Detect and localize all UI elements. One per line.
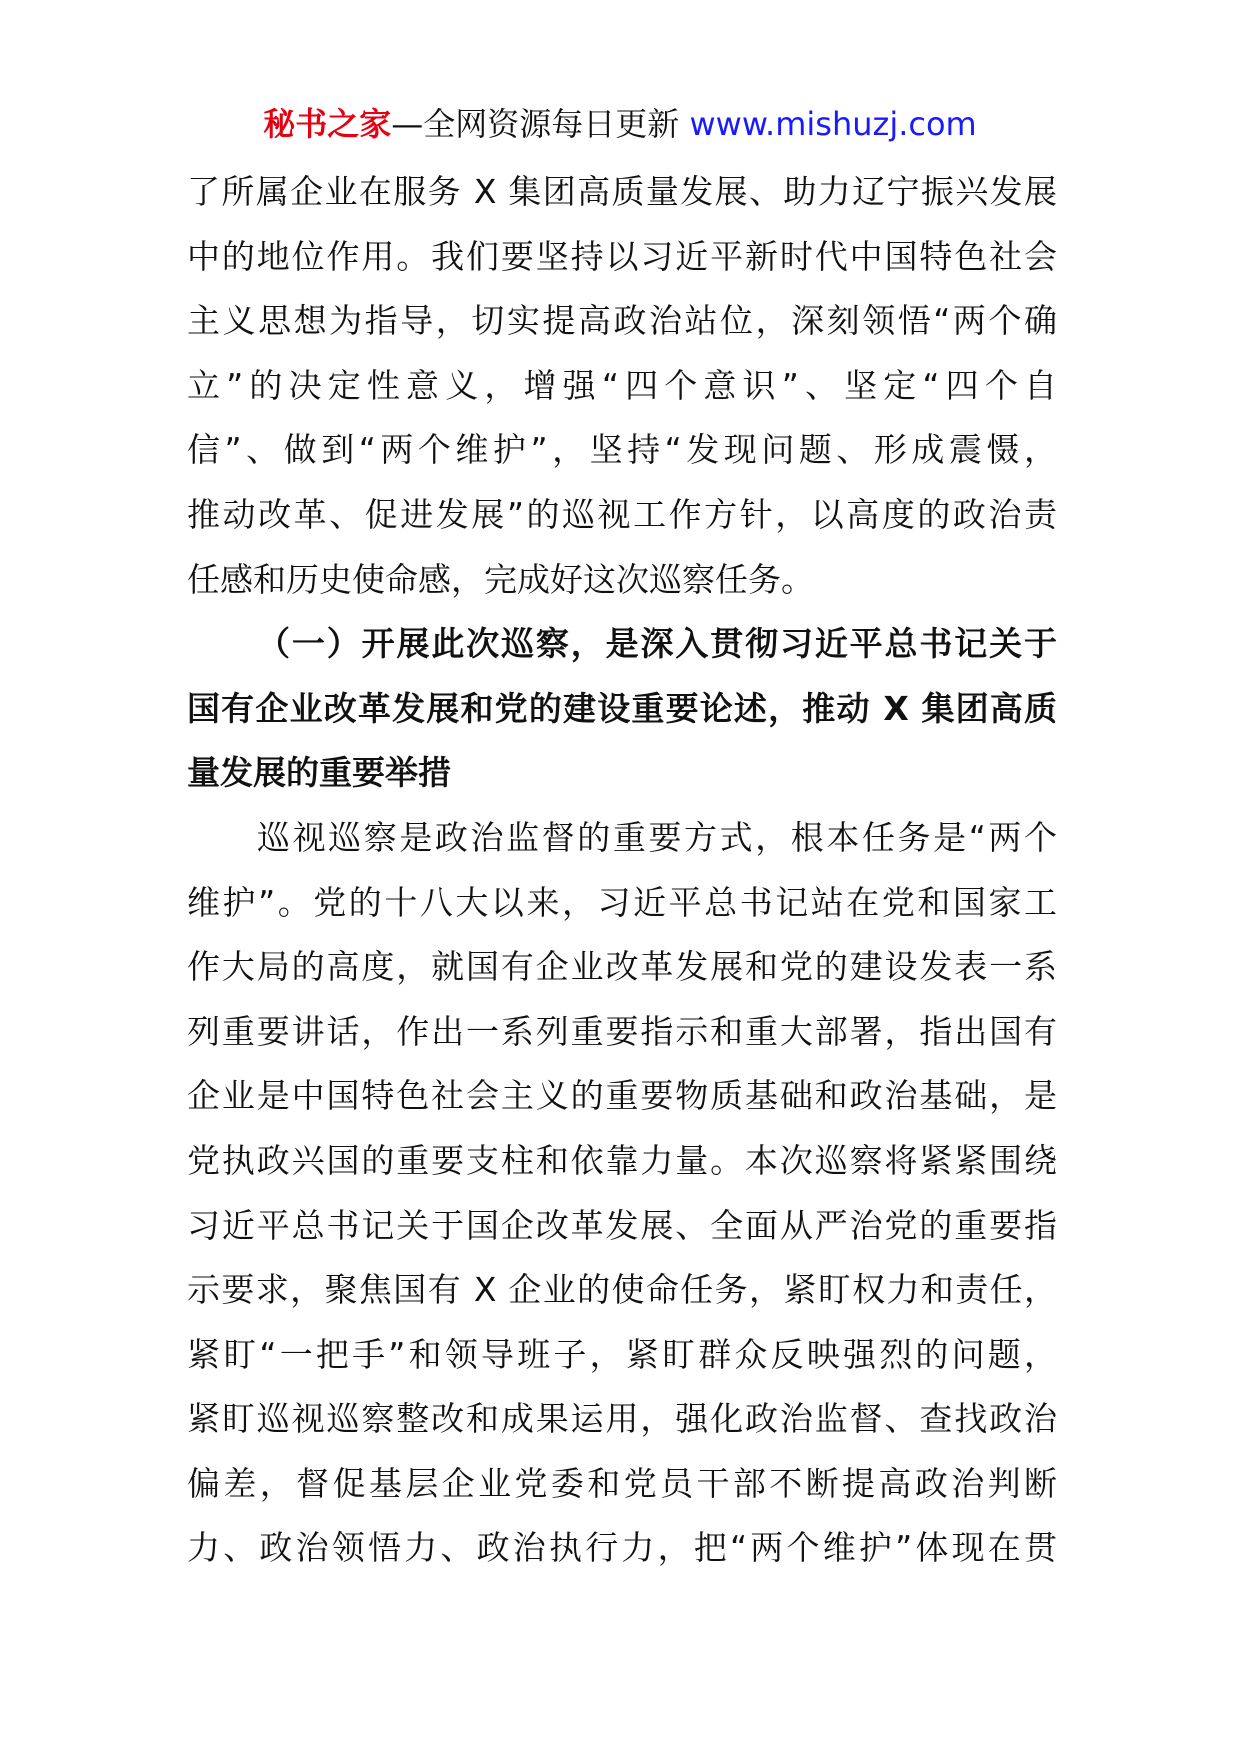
text-line: 巡视巡察是政治监督的重要方式，根本任务是“两个 [257,817,1057,857]
document-body [187,160,1057,1581]
text-line: 维护”。党的十八大以来，习近平总书记站在党和国家工 [187,882,1057,922]
text-line: 中的地位作用。我们要坚持以习近平新时代中国特色社会 [187,236,1057,276]
section-heading-1 [187,612,1057,806]
text-line: 紧盯“一把手”和领导班子，紧盯群众反映强烈的问题， [187,1334,1057,1374]
text-line: 信”、做到“两个维护”，坚持“发现问题、形成震慑， [187,430,1057,470]
heading-line: （一）开展此次巡察，是深入贯彻习近平总书记关于 [257,624,1057,664]
heading-line: 国有企业改革发展和党的建设重要论述，推动 X 集团高质 [187,688,1057,728]
brand-name: 秘书之家 [263,105,392,143]
text-line: 主义思想为指导，切实提高政治站位，深刻领悟“两个确 [187,301,1057,341]
text-line: 示要求，聚焦国有 X 企业的使命任务，紧盯权力和责任， [187,1270,1057,1310]
text-line: 作大局的高度，就国有企业改革发展和党的建设发表一系 [187,947,1057,987]
text-line: 了所属企业在服务 X 集团高质量发展、助力辽宁振兴发展 [187,172,1057,211]
text-line: 推动改革、促进发展”的巡视工作方针，以高度的政治责 [187,494,1057,534]
heading-line: 量发展的重要举措 [187,753,451,793]
text-line: 立”的决定性意义，增强“四个意识”、坚定“四个自 [187,365,1057,405]
text-line: 力、政治领悟力、政治执行力，把“两个维护”体现在贯 [187,1528,1057,1568]
paragraph-2 [187,806,1057,1581]
paragraph-1 [187,160,1057,612]
text-line: 紧盯巡视巡察整改和成果运用，强化政治监督、查找政治 [187,1399,1057,1439]
header-slogan: —全网资源每日更新 [391,105,680,143]
page-header [0,104,1240,144]
text-line: 任感和历史使命感，完成好这次巡察任务。 [187,559,814,599]
text-line: 企业是中国特色社会主义的重要物质基础和政治基础，是 [187,1076,1057,1116]
text-line: 党执政兴国的重要支柱和依靠力量。本次巡察将紧紧围绕 [187,1140,1057,1180]
text-line: 列重要讲话，作出一系列重要指示和重大部署，指出国有 [187,1011,1057,1051]
text-line: 偏差，督促基层企业党委和党员干部不断提高政治判断 [187,1463,1057,1503]
text-line: 习近平总书记关于国企改革发展、全面从严治党的重要指 [187,1205,1057,1245]
website-link[interactable]: www.mishuzj.com [689,105,977,143]
